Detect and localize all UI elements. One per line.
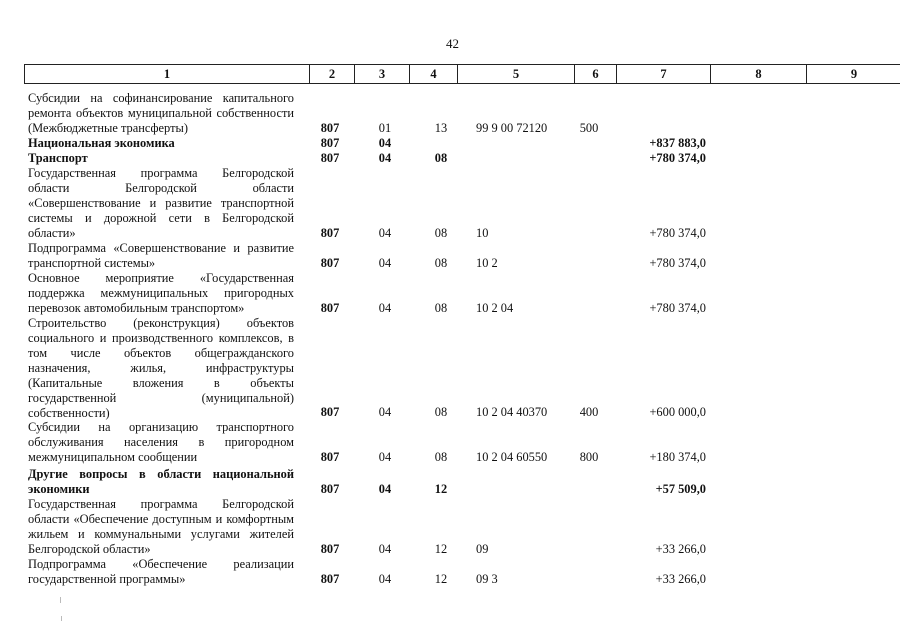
row-code-5: 10 2 04 60550 — [476, 450, 548, 464]
row-amount: +33 266,0 — [655, 572, 706, 586]
row-code-2: 807 — [320, 482, 340, 496]
row-code-5: 10 2 04 40370 — [476, 405, 548, 419]
row-code-2: 807 — [320, 256, 340, 270]
row-code-4: 08 — [434, 256, 448, 270]
row-code-3: 04 — [378, 151, 392, 165]
row-code-5: 09 3 — [476, 572, 498, 586]
row-code-4: 12 — [434, 542, 448, 556]
row-code-4: 08 — [434, 301, 448, 315]
column-header-1: 1 — [25, 65, 310, 83]
row-description: Государственная программа Белгородской области Белгородской области «Совершенствование и развитие транспортной системы и дорожной сети в Белгородской области» — [28, 166, 294, 240]
column-header-3: 3 — [355, 65, 410, 83]
row-code-2: 807 — [320, 405, 340, 419]
row-code-3: 04 — [378, 482, 392, 496]
row-code-3: 04 — [378, 405, 392, 419]
row-code-5: 10 2 04 — [476, 301, 514, 315]
row-code-3: 04 — [378, 542, 392, 556]
row-code-3: 04 — [378, 301, 392, 315]
row-code-2: 807 — [320, 572, 340, 586]
row-code-3: 04 — [378, 226, 392, 240]
row-code-3: 04 — [378, 256, 392, 270]
row-code-6: 500 — [579, 121, 599, 135]
row-code-5: 10 2 — [476, 256, 498, 270]
row-code-3: 04 — [378, 450, 392, 464]
row-description: Подпрограмма «Обеспечение реализации государственной программы» — [28, 557, 294, 586]
row-amount: +837 883,0 — [649, 136, 706, 150]
row-amount: +780 374,0 — [649, 226, 706, 240]
row-description: Основное мероприятие «Государственная поддержка межмуниципальных пригородных перевозок автомобильным транспортом» — [28, 271, 294, 315]
table-header — [24, 64, 900, 84]
page-number: 42 — [446, 36, 459, 51]
column-header-9: 9 — [850, 67, 858, 81]
row-code-4: 08 — [434, 450, 448, 464]
row-description: Субсидии на софинансирование капитального ремонта объектов муниципальной собственности (Межбюджетные трансферты) — [28, 91, 294, 135]
row-amount: +780 374,0 — [649, 256, 706, 270]
row-description: Национальная экономика — [28, 136, 175, 150]
column-header-8: 8 — [711, 65, 807, 83]
row-amount: +600 000,0 — [649, 405, 706, 419]
row-code-4: 13 — [434, 121, 448, 135]
row-code-3: 04 — [378, 136, 392, 150]
row-code-4: 08 — [434, 151, 448, 165]
scan-mark — [60, 597, 61, 603]
column-header-5: 5 — [458, 65, 575, 83]
row-code-4: 08 — [434, 405, 448, 419]
row-amount: +780 374,0 — [649, 301, 706, 315]
row-code-2: 807 — [320, 301, 340, 315]
row-code-2: 807 — [320, 450, 340, 464]
row-amount: +780 374,0 — [649, 151, 706, 165]
row-amount: +180 374,0 — [649, 450, 706, 464]
row-code-5: 99 9 00 72120 — [476, 121, 548, 135]
column-header-6: 6 — [575, 65, 617, 83]
row-code-2: 807 — [320, 151, 340, 165]
row-amount: +33 266,0 — [655, 542, 706, 556]
row-description: Подпрограмма «Совершенствование и развитие транспортной системы» — [28, 241, 294, 270]
row-amount: +57 509,0 — [655, 482, 706, 496]
row-code-5: 10 — [476, 226, 489, 240]
row-description: Другие вопросы в области национальной экономики — [28, 467, 294, 496]
row-code-4: 12 — [434, 572, 448, 586]
scan-mark — [61, 616, 62, 621]
column-header-4: 4 — [410, 65, 458, 83]
column-header-2: 2 — [310, 65, 355, 83]
row-code-2: 807 — [320, 136, 340, 150]
row-code-4: 08 — [434, 226, 448, 240]
row-code-4: 12 — [434, 482, 448, 496]
row-code-6: 800 — [579, 450, 599, 464]
row-code-2: 807 — [320, 542, 340, 556]
column-header-7: 7 — [617, 65, 711, 83]
row-description: Строительство (реконструкция) объектов социального и производственного комплексов, в том числе объектов общегражданского назначения, жилья, инфраструктуры (Капитальные вложения в объекты государственной (муниципальной) собственности) — [28, 316, 294, 420]
row-description: Субсидии на организацию транспортного обслуживания населения в пригородном межмуниципальном сообщении — [28, 420, 294, 464]
row-code-3: 04 — [378, 572, 392, 586]
row-code-5: 09 — [476, 542, 489, 556]
row-description: Государственная программа Белгородской области «Обеспечение доступным и комфортным жильем и коммунальными услугами жителей Белгородской области» — [28, 497, 294, 556]
row-description: Транспорт — [28, 151, 88, 165]
row-code-6: 400 — [579, 405, 599, 419]
row-code-2: 807 — [320, 121, 340, 135]
row-code-2: 807 — [320, 226, 340, 240]
row-code-3: 01 — [378, 121, 392, 135]
